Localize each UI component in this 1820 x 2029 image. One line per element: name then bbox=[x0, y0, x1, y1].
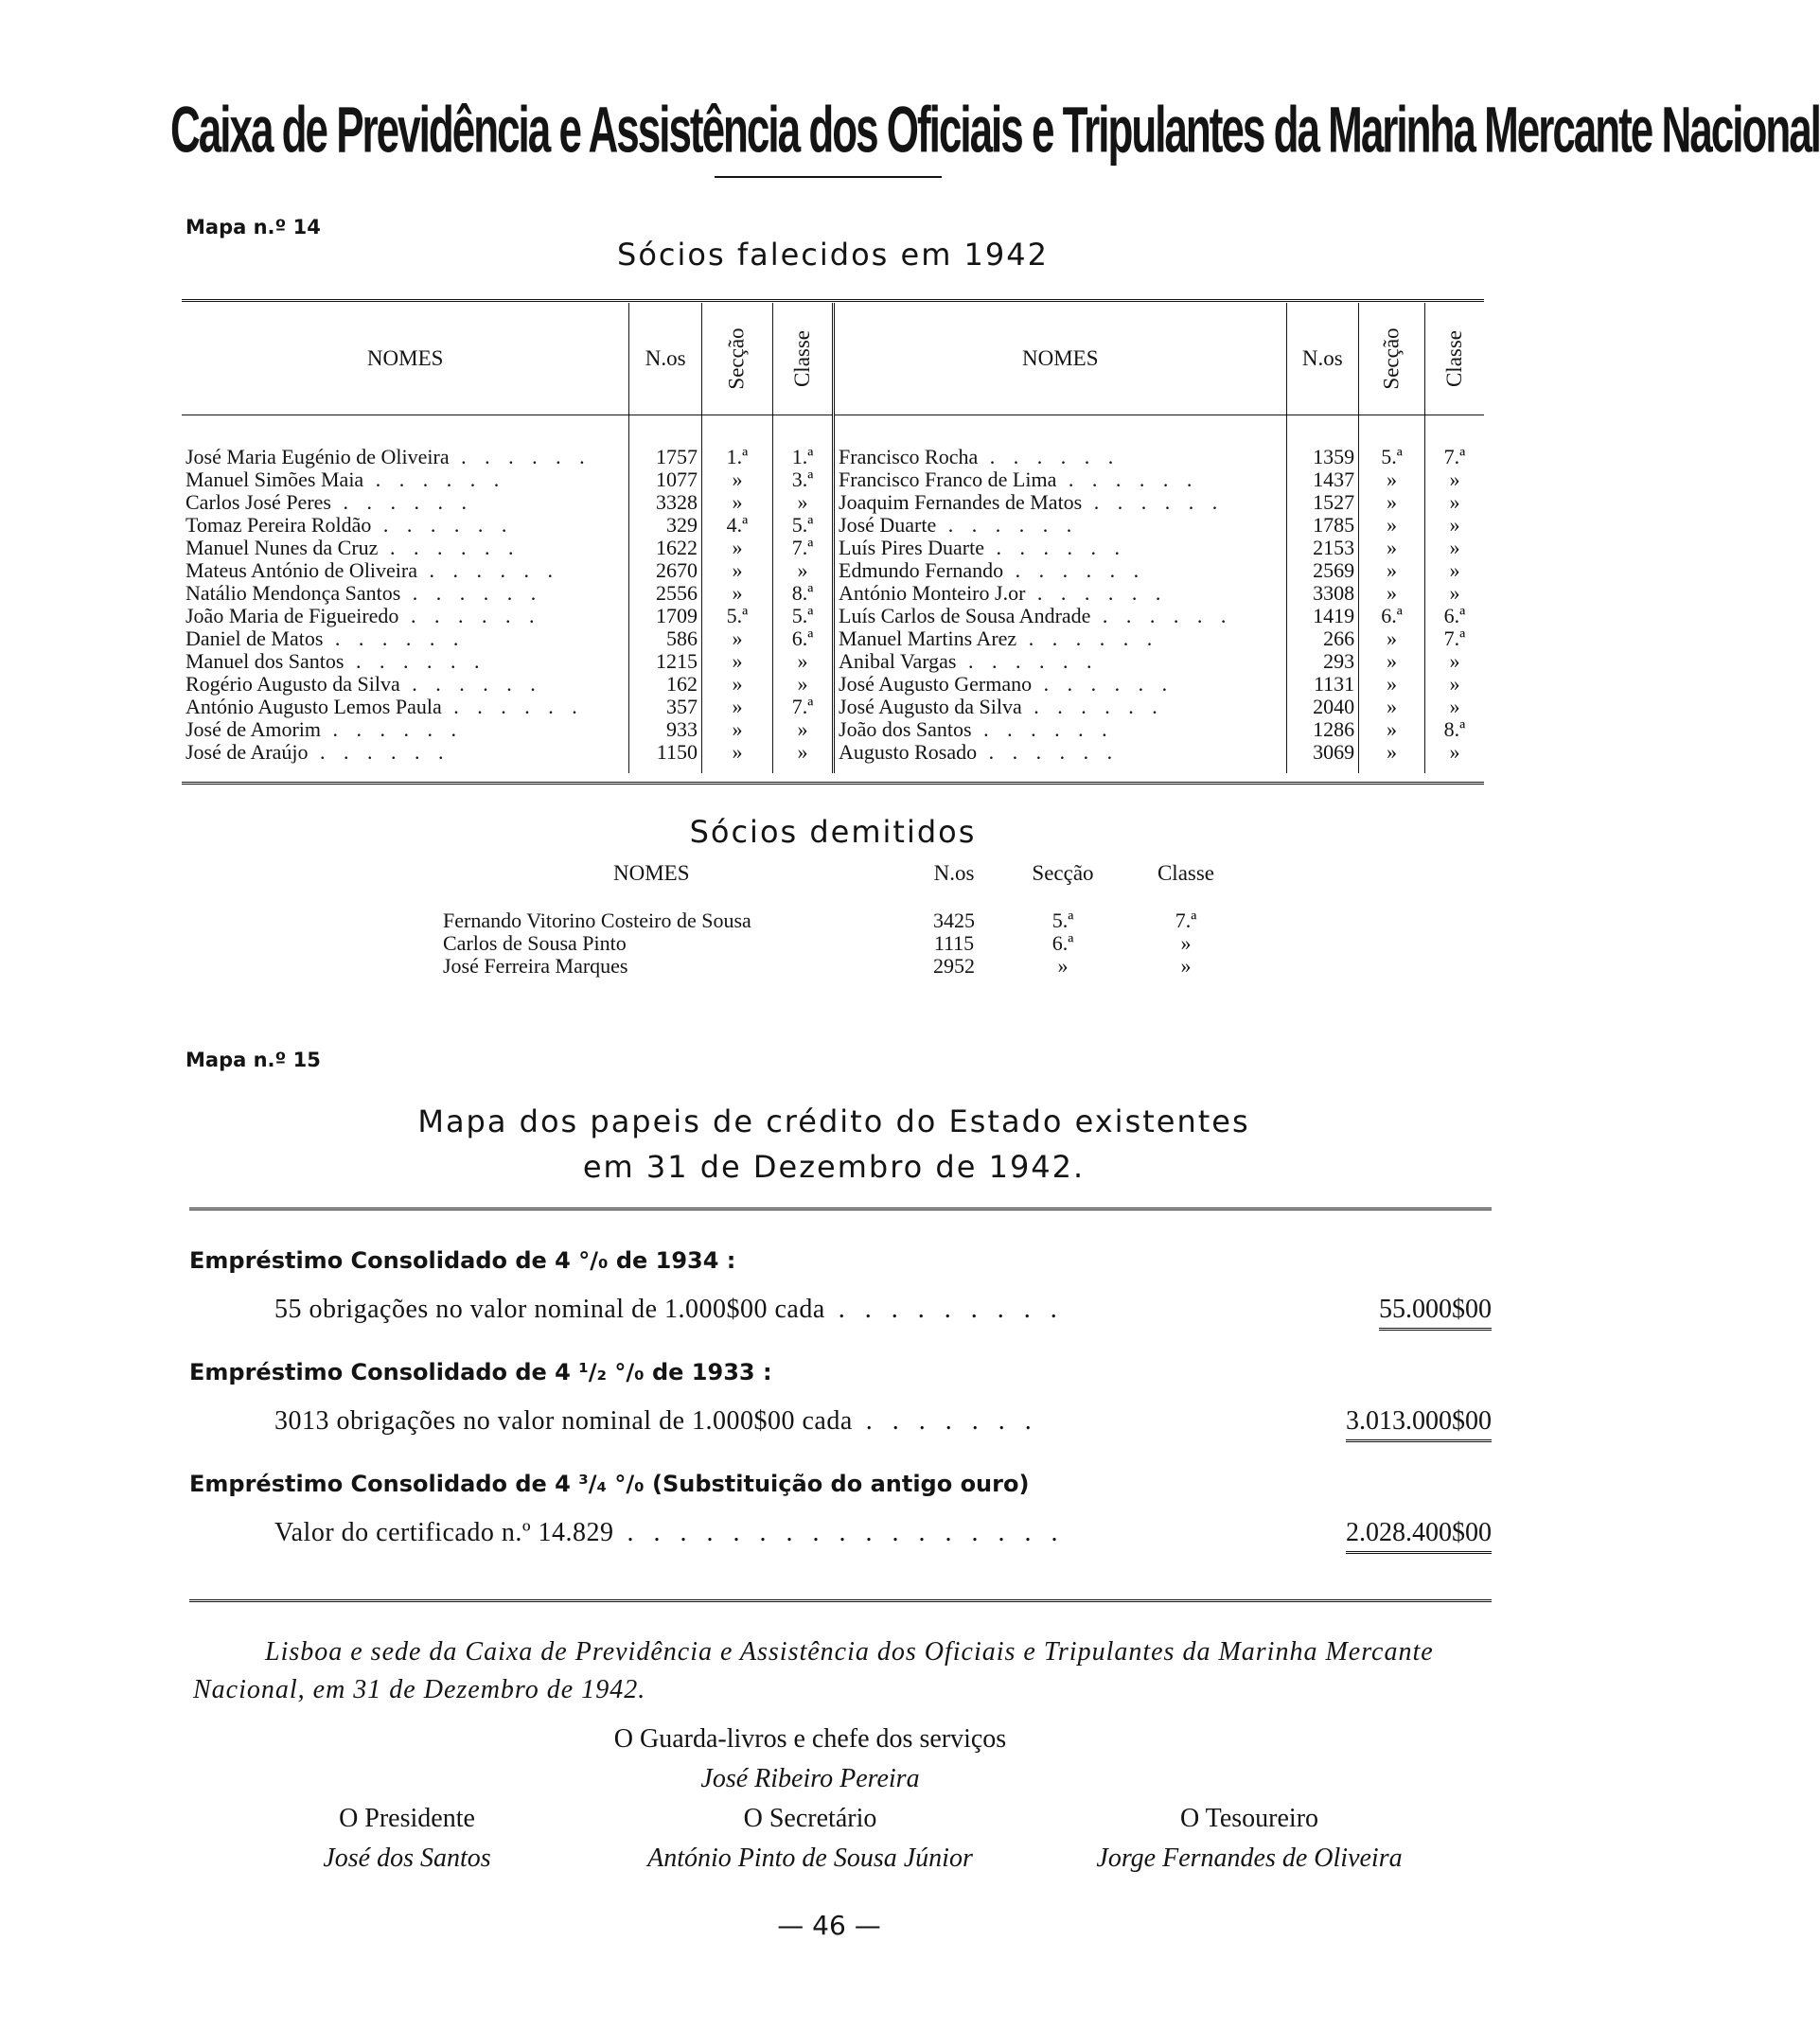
member-section: 6.ª bbox=[1359, 605, 1425, 627]
class-column-header-right: Classe bbox=[1424, 303, 1484, 415]
member-name-text: Francisco Franco de Lima bbox=[839, 468, 1057, 491]
table-row bbox=[182, 491, 1484, 514]
loan-gold-value: 2.028.400$00 bbox=[1268, 1518, 1492, 1548]
member-class: » bbox=[1424, 741, 1484, 773]
member-name-text: José Duarte bbox=[839, 513, 937, 537]
member-section: » bbox=[1359, 582, 1425, 605]
table-row bbox=[182, 673, 1484, 696]
member-class: » bbox=[1424, 491, 1484, 514]
member-number: 1215 bbox=[629, 650, 702, 673]
member-section: » bbox=[1359, 468, 1425, 491]
member-class: » bbox=[772, 741, 833, 773]
table-row bbox=[182, 415, 1484, 469]
section-column-header-right: Secção bbox=[1359, 303, 1425, 415]
member-name-text: José Maria Eugénio de Oliveira bbox=[186, 445, 450, 468]
member-name bbox=[834, 537, 1287, 559]
dot-leader: . . . . . . bbox=[371, 513, 514, 537]
member-name-text: Manuel Martins Arez bbox=[839, 626, 1017, 650]
member-number: 2556 bbox=[629, 582, 702, 605]
table-row bbox=[182, 559, 1484, 582]
member-class: » bbox=[1424, 559, 1484, 582]
dot-leader: . . . . . . bbox=[344, 649, 486, 673]
dismissed-member-class: » bbox=[1180, 931, 1192, 955]
member-name bbox=[182, 627, 629, 650]
member-name bbox=[834, 605, 1287, 627]
loan-1933-description: 3013 obrigações no valor nominal de 1.000$00 cada . . . . . . . bbox=[274, 1406, 1038, 1436]
treasurer-name: Jorge Fernandes de Oliveira bbox=[1096, 1844, 1403, 1873]
dot-leader: . . . . . . bbox=[1021, 695, 1164, 718]
member-section: 4.ª bbox=[701, 514, 772, 537]
dot-leader: . . . . . . bbox=[1016, 626, 1159, 650]
member-number: 3069 bbox=[1286, 741, 1359, 773]
member-section: » bbox=[701, 582, 772, 605]
member-name-text: António Augusto Lemos Paula bbox=[186, 695, 442, 718]
member-number: 357 bbox=[629, 696, 702, 718]
member-name bbox=[182, 650, 629, 673]
member-class: 5.ª bbox=[772, 514, 833, 537]
member-class: 7.ª bbox=[772, 696, 833, 718]
table-row bbox=[182, 605, 1484, 627]
member-class: 3.ª bbox=[772, 468, 833, 491]
member-section: 1.ª bbox=[701, 415, 772, 469]
dismissed-member-section: » bbox=[1057, 954, 1069, 978]
section-column-header: Secção bbox=[701, 303, 772, 415]
president-name: José dos Santos bbox=[323, 1844, 491, 1873]
dismissed-number-header: N.os bbox=[933, 861, 975, 885]
member-name bbox=[834, 559, 1287, 582]
closing-statement: Lisboa e sede da Caixa de Previdência e Assistência dos Oficiais e Tripulantes da Marinha Mercante Nacional, em 31 de Dezembro de 1942. bbox=[193, 1637, 1434, 1704]
member-name bbox=[834, 514, 1287, 537]
loan-1933-heading: Empréstimo Consolidado de 4 ¹/₂ °/₀ de 1933 : bbox=[189, 1359, 772, 1385]
member-name-text: Mateus António de Oliveira bbox=[186, 558, 418, 582]
map-14-label: Mapa n.º 14 bbox=[186, 216, 321, 238]
member-name-text: António Monteiro J.or bbox=[839, 581, 1026, 605]
dismissed-members-title: Sócios demitidos bbox=[689, 814, 977, 850]
table-row bbox=[433, 909, 1247, 932]
member-number: 586 bbox=[629, 627, 702, 650]
member-name bbox=[834, 696, 1287, 718]
member-section: 5.ª bbox=[701, 605, 772, 627]
dot-leader: . . . . . . bbox=[1056, 468, 1199, 491]
dot-leader: . . . . . . bbox=[971, 717, 1114, 741]
loans-top-rule bbox=[189, 1208, 1492, 1210]
member-section: » bbox=[1359, 514, 1425, 537]
member-class: » bbox=[772, 673, 833, 696]
member-section: » bbox=[701, 537, 772, 559]
member-class: » bbox=[1424, 696, 1484, 718]
member-name-text: Edmundo Fernando bbox=[839, 558, 1004, 582]
member-name-text: José de Amorim bbox=[186, 717, 321, 741]
dot-leader: . . . . . . bbox=[378, 536, 521, 559]
member-section: 5.ª bbox=[1359, 415, 1425, 469]
loans-bottom-rule bbox=[189, 1599, 1492, 1602]
member-class: 8.ª bbox=[772, 582, 833, 605]
table-row bbox=[182, 696, 1484, 718]
dot-leader: . . . . . . bbox=[363, 468, 506, 491]
member-section: » bbox=[1359, 559, 1425, 582]
dismissed-member-number: 2952 bbox=[933, 954, 975, 978]
member-name bbox=[834, 415, 1287, 469]
member-number: 1437 bbox=[1286, 468, 1359, 491]
names-column-header: NOMES bbox=[182, 303, 629, 415]
loan-1933-value: 3.013.000$00 bbox=[1268, 1406, 1492, 1437]
member-name-text: José de Araújo bbox=[186, 740, 309, 764]
dot-leader: . . . . . . bbox=[441, 695, 584, 718]
dot-leader: . . . . . . bbox=[1025, 581, 1168, 605]
deceased-members-table bbox=[182, 303, 1484, 773]
dot-leader: . . . . . . bbox=[308, 740, 451, 764]
member-section: » bbox=[701, 627, 772, 650]
dot-leader: . . . . . . bbox=[1032, 672, 1175, 696]
member-name-text: Tomaz Pereira Roldão bbox=[186, 513, 372, 537]
member-name-text: Joaquim Fernandes de Matos bbox=[839, 490, 1083, 514]
member-name-text: Daniel de Matos bbox=[186, 626, 324, 650]
member-section: » bbox=[701, 650, 772, 673]
member-name bbox=[834, 468, 1287, 491]
dismissed-names-header: NOMES bbox=[613, 861, 690, 885]
member-name-text: José Augusto da Silva bbox=[839, 695, 1022, 718]
dot-leader: . . . . . . bbox=[1082, 490, 1225, 514]
number-column-header-right: N.os bbox=[1286, 303, 1359, 415]
table-row bbox=[182, 741, 1484, 773]
member-name-text: José Augusto Germano bbox=[839, 672, 1033, 696]
credit-papers-title-line2: em 31 de Dezembro de 1942. bbox=[582, 1149, 1086, 1185]
dismissed-member-class: » bbox=[1180, 954, 1192, 978]
member-section: » bbox=[1359, 627, 1425, 650]
member-class: » bbox=[772, 491, 833, 514]
member-name bbox=[182, 415, 629, 469]
member-class: 7.ª bbox=[1424, 415, 1484, 469]
member-class: 7.ª bbox=[1424, 627, 1484, 650]
member-name-text: Carlos José Peres bbox=[186, 490, 331, 514]
table-row bbox=[182, 514, 1484, 537]
member-section: » bbox=[1359, 741, 1425, 773]
member-number: 1622 bbox=[629, 537, 702, 559]
president-title: O Presidente bbox=[339, 1804, 475, 1833]
member-number: 266 bbox=[1286, 627, 1359, 650]
member-name bbox=[834, 673, 1287, 696]
table-row bbox=[182, 718, 1484, 741]
member-name bbox=[182, 741, 629, 773]
loan-1934-value: 55.000$00 bbox=[1306, 1295, 1492, 1325]
table-row bbox=[182, 650, 1484, 673]
member-name bbox=[834, 627, 1287, 650]
dot-leader: . . . . . . bbox=[398, 604, 541, 627]
member-class: » bbox=[1424, 582, 1484, 605]
dot-leader: . . . . . . bbox=[1090, 604, 1233, 627]
member-name-text: João Maria de Figueiredo bbox=[186, 604, 399, 627]
bookkeeper-name: José Ribeiro Pereira bbox=[700, 1764, 920, 1793]
member-name bbox=[182, 605, 629, 627]
dismissed-section-header: Secção bbox=[1032, 861, 1094, 885]
member-class: » bbox=[1424, 673, 1484, 696]
loan-1934-heading: Empréstimo Consolidado de 4 °/₀ de 1934 : bbox=[189, 1247, 736, 1274]
bookkeeper-title: O Guarda-livros e chefe dos serviços bbox=[613, 1724, 1007, 1754]
member-name bbox=[182, 582, 629, 605]
dismissed-member-section: 6.ª bbox=[1051, 931, 1074, 955]
member-class: » bbox=[1424, 537, 1484, 559]
member-number: 1709 bbox=[629, 605, 702, 627]
member-name bbox=[182, 537, 629, 559]
dismissed-member-name: José Ferreira Marques bbox=[443, 954, 628, 978]
member-name-text: Francisco Rocha bbox=[839, 445, 979, 468]
member-name bbox=[182, 468, 629, 491]
names-column-header-right: NOMES bbox=[834, 303, 1287, 415]
member-name bbox=[834, 718, 1287, 741]
treasurer-title: O Tesoureiro bbox=[1179, 1804, 1319, 1833]
member-name-text: Rogério Augusto da Silva bbox=[186, 672, 400, 696]
member-name-text: Luís Pires Duarte bbox=[839, 536, 984, 559]
member-name-text: Manuel Simões Maia bbox=[186, 468, 364, 491]
table-row bbox=[433, 932, 1247, 955]
member-class: » bbox=[1424, 514, 1484, 537]
dot-leader: . . . . . . bbox=[978, 445, 1121, 468]
member-section: » bbox=[701, 491, 772, 514]
member-section: » bbox=[701, 559, 772, 582]
dismissed-members-rows bbox=[433, 909, 1247, 978]
page-number: — 46 — bbox=[777, 1910, 881, 1941]
member-class: » bbox=[1424, 468, 1484, 491]
table-bottom-rule bbox=[182, 782, 1484, 785]
dot-leader: . . . . . . bbox=[449, 445, 592, 468]
member-number: 162 bbox=[629, 673, 702, 696]
document-title: Caixa de Previdência e Assistência dos Oficiais e Tripulantes da Marinha Mercante Nacional bbox=[170, 95, 1820, 167]
member-number: 2569 bbox=[1286, 559, 1359, 582]
member-name-text: Luís Carlos de Sousa Andrade bbox=[839, 604, 1091, 627]
loan-gold-description: Valor do certificado n.º 14.829 . . . . . . . . . . . . . . . . . bbox=[274, 1518, 1065, 1547]
member-number: 3308 bbox=[1286, 582, 1359, 605]
member-section: » bbox=[1359, 491, 1425, 514]
class-column-header: Classe bbox=[772, 303, 833, 415]
dismissed-class-header: Classe bbox=[1157, 861, 1215, 885]
dot-leader: . . . . . . bbox=[936, 513, 1079, 537]
dot-leader: . . . . . . bbox=[1003, 558, 1146, 582]
member-class: » bbox=[772, 718, 833, 741]
member-class: 7.ª bbox=[772, 537, 833, 559]
member-name-text: Natálio Mendonça Santos bbox=[186, 581, 401, 605]
secretary-title: O Secretário bbox=[743, 1804, 877, 1833]
member-class: 6.ª bbox=[772, 627, 833, 650]
table-row bbox=[182, 627, 1484, 650]
member-class: 5.ª bbox=[772, 605, 833, 627]
dot-leader: . . . . . . bbox=[400, 581, 543, 605]
table-row bbox=[182, 537, 1484, 559]
member-number: 3328 bbox=[629, 491, 702, 514]
member-number: 1527 bbox=[1286, 491, 1359, 514]
member-number: 1077 bbox=[629, 468, 702, 491]
table-top-rule bbox=[182, 299, 1484, 302]
member-number: 2153 bbox=[1286, 537, 1359, 559]
member-number: 1419 bbox=[1286, 605, 1359, 627]
member-number: 1150 bbox=[629, 741, 702, 773]
member-name-text: João dos Santos bbox=[839, 717, 972, 741]
member-number: 2040 bbox=[1286, 696, 1359, 718]
member-name bbox=[182, 514, 629, 537]
loan-gold-heading: Empréstimo Consolidado de 4 ³/₄ °/₀ (Substituição do antigo ouro) bbox=[189, 1471, 1030, 1497]
dot-leader: . . . . . . bbox=[983, 536, 1126, 559]
member-name bbox=[834, 741, 1287, 773]
member-number: 2670 bbox=[629, 559, 702, 582]
member-class: » bbox=[1424, 650, 1484, 673]
member-number: 1286 bbox=[1286, 718, 1359, 741]
member-section: » bbox=[1359, 650, 1425, 673]
deceased-members-title: Sócios falecidos em 1942 bbox=[617, 237, 1049, 273]
member-name bbox=[182, 559, 629, 582]
dismissed-member-number: 1115 bbox=[933, 931, 975, 955]
dot-leader: . . . . . . bbox=[399, 672, 542, 696]
member-section: » bbox=[1359, 718, 1425, 741]
member-section: » bbox=[701, 741, 772, 773]
member-number: 329 bbox=[629, 514, 702, 537]
dot-leader: . . . . . . bbox=[977, 740, 1120, 764]
member-name-text: Manuel Nunes da Cruz bbox=[186, 536, 379, 559]
dot-leader: . . . . . . bbox=[417, 558, 560, 582]
member-number: 1131 bbox=[1286, 673, 1359, 696]
table-row bbox=[182, 582, 1484, 605]
title-divider bbox=[715, 176, 942, 178]
member-class: 8.ª bbox=[1424, 718, 1484, 741]
loan-1934-description: 55 obrigações no valor nominal de 1.000$00 cada . . . . . . . . . bbox=[274, 1295, 1064, 1324]
dot-leader: . . . . . . bbox=[321, 717, 463, 741]
member-name-text: Anibal Vargas bbox=[839, 649, 957, 673]
dot-leader: . . . . . . bbox=[330, 490, 473, 514]
member-name-text: Manuel dos Santos bbox=[186, 649, 345, 673]
number-column-header: N.os bbox=[629, 303, 702, 415]
deceased-members-rows bbox=[182, 415, 1484, 774]
dismissed-member-name: Fernando Vitorino Costeiro de Sousa bbox=[443, 909, 751, 932]
member-section: » bbox=[701, 696, 772, 718]
member-class: » bbox=[772, 559, 833, 582]
member-name bbox=[182, 491, 629, 514]
member-section: » bbox=[1359, 673, 1425, 696]
member-name bbox=[182, 673, 629, 696]
dismissed-member-section: 5.ª bbox=[1051, 909, 1074, 932]
dismissed-members-table bbox=[433, 861, 1247, 978]
member-number: 1785 bbox=[1286, 514, 1359, 537]
table-row bbox=[182, 468, 1484, 491]
member-section: » bbox=[701, 673, 772, 696]
dot-leader: . . . . . . bbox=[323, 626, 466, 650]
member-class: 6.ª bbox=[1424, 605, 1484, 627]
member-name bbox=[834, 491, 1287, 514]
member-number: 293 bbox=[1286, 650, 1359, 673]
member-class: 1.ª bbox=[772, 415, 833, 469]
member-name bbox=[834, 650, 1287, 673]
table-row bbox=[433, 955, 1247, 978]
secretary-name: António Pinto de Sousa Júnior bbox=[647, 1844, 973, 1873]
dismissed-member-class: 7.ª bbox=[1175, 909, 1197, 932]
dismissed-member-number: 3425 bbox=[933, 909, 975, 932]
dot-leader: . . . . . . bbox=[956, 649, 1099, 673]
member-class: » bbox=[772, 650, 833, 673]
credit-papers-title-line1: Mapa dos papeis de crédito do Estado existentes bbox=[417, 1103, 1250, 1139]
member-number: 933 bbox=[629, 718, 702, 741]
member-name bbox=[182, 696, 629, 718]
member-name-text: Augusto Rosado bbox=[839, 740, 978, 764]
member-section: » bbox=[1359, 537, 1425, 559]
member-section: » bbox=[701, 718, 772, 741]
dismissed-member-name: Carlos de Sousa Pinto bbox=[443, 931, 627, 955]
member-name bbox=[182, 718, 629, 741]
member-number: 1359 bbox=[1286, 415, 1359, 469]
member-section: » bbox=[701, 468, 772, 491]
map-15-label: Mapa n.º 15 bbox=[186, 1049, 321, 1071]
member-number: 1757 bbox=[629, 415, 702, 469]
member-section: » bbox=[1359, 696, 1425, 718]
member-name bbox=[834, 582, 1287, 605]
